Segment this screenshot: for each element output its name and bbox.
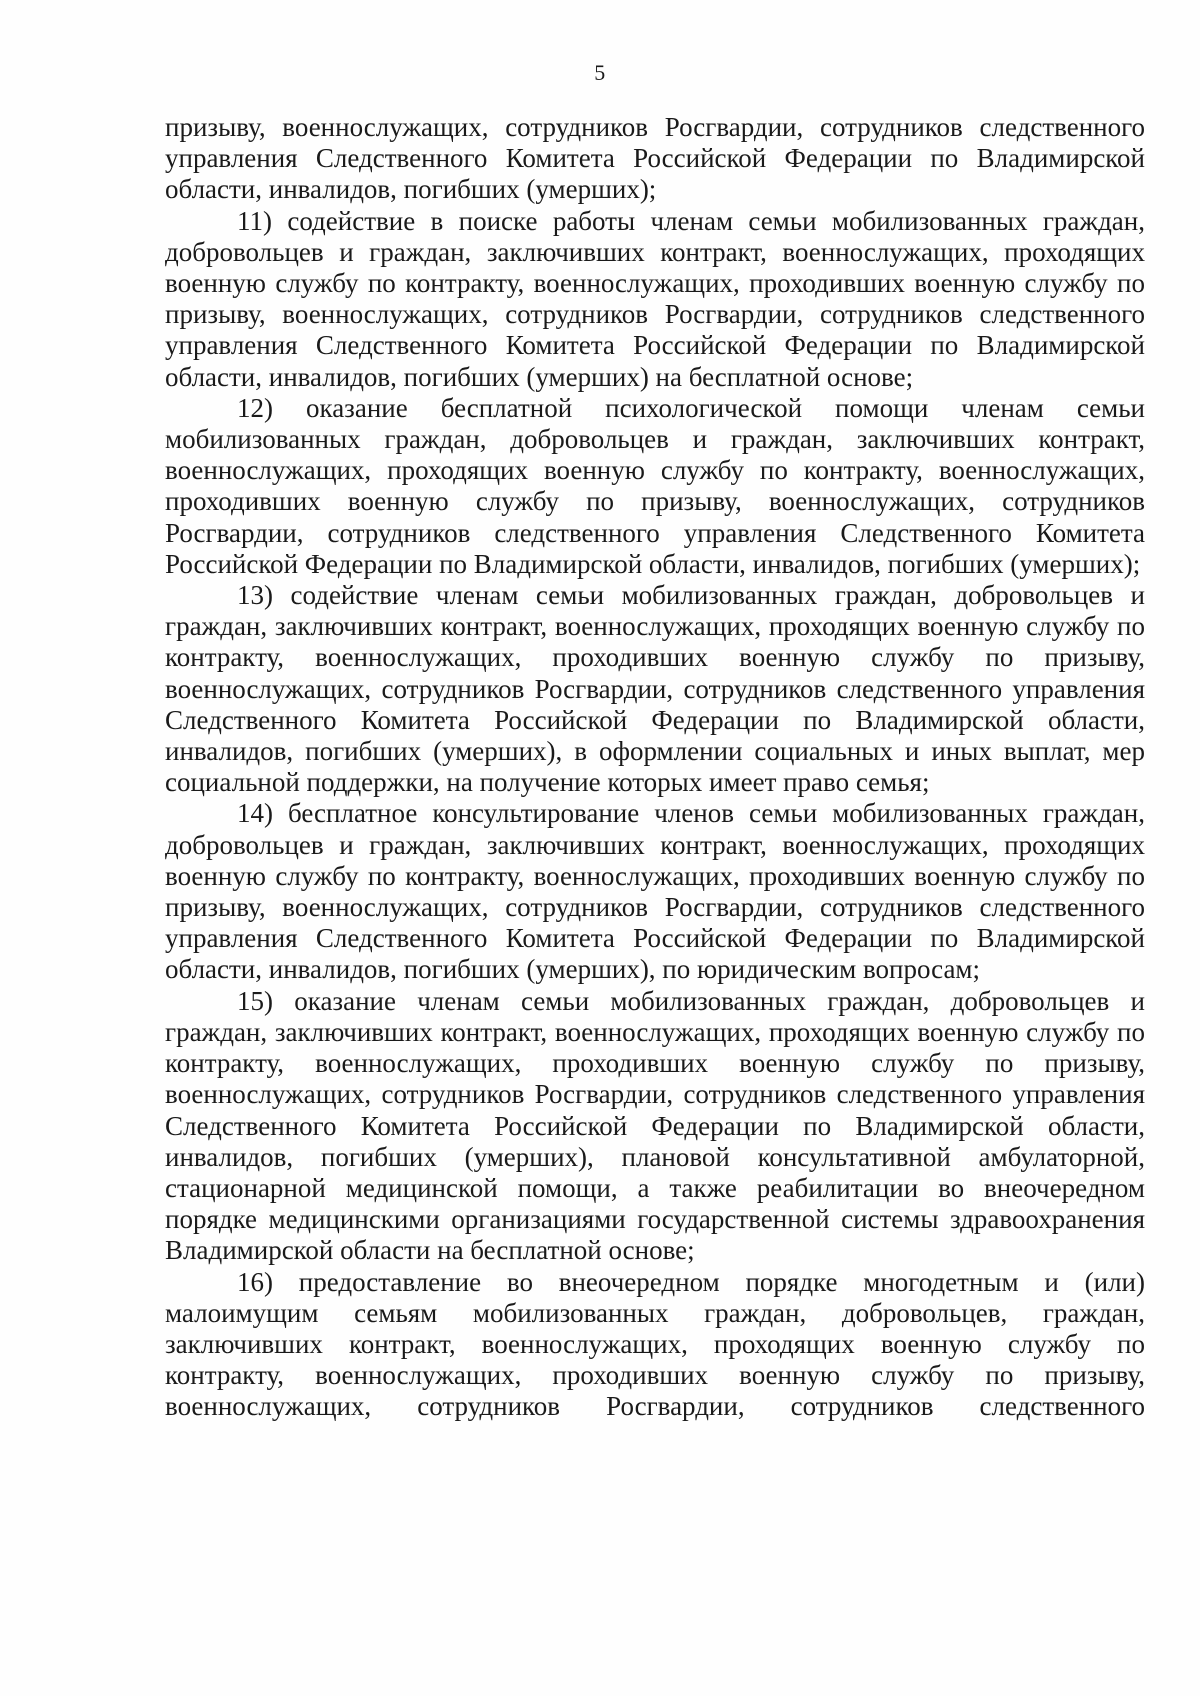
paragraph-item-13: 13) содействие членам семьи мобилизованных граждан, добровольцев и граждан, заключивших контракт, военнослужащих, проходящих военную службу по контракту, военнослужащих, проходивших военную службу по призыву, военнослужащих, сотрудников Росгвардии, сотрудников следственного управления Следственного Комитета Российской Федерации по Владимирской области, инвалидов, погибших (умерших), в оформлении социальных и иных выплат, мер социальной поддержки, на получение которых имеет право семья; — [165, 580, 1145, 798]
page-number: 5 — [594, 60, 606, 85]
paragraph-item-16: 16) предоставление во внеочередном порядке многодетным и (или) малоимущим семьям мобилизованных граждан, добровольцев, граждан, заключивших контракт, военнослужащих, проходящих военную службу по контракту, военнослужащих, проходивших военную службу по призыву, военнослужащих, сотрудников Росгвардии, сотрудников следственного — [165, 1266, 1145, 1422]
paragraph-item-15: 15) оказание членам семьи мобилизованных граждан, добровольцев и граждан, заключивших контракт, военнослужащих, проходящих военную службу по контракту, военнослужащих, проходивших военную службу по призыву, военнослужащих, сотрудников Росгвардии, сотрудников следственного управления Следственного Комитета Российской Федерации по Владимирской области, инвалидов, погибших (умерших), плановой консультативной амбулаторной, стационарной медицинской помощи, а также реабилитации во внеочередном порядке медицинскими организациями государственной системы здравоохранения Владимирской области на бесплатной основе; — [165, 985, 1145, 1266]
paragraph-item-14: 14) бесплатное консультирование членов семьи мобилизованных граждан, добровольцев и граждан, заключивших контракт, военнослужащих, проходящих военную службу по контракту, военнослужащих, проходивших военную службу по призыву, военнослужащих, сотрудников Росгвардии, сотрудников следственного управления Следственного Комитета Российской Федерации по Владимирской области, инвалидов, погибших (умерших), по юридическим вопросам; — [165, 798, 1145, 985]
paragraph-continuation: призыву, военнослужащих, сотрудников Росгвардии, сотрудников следственного управления Следственного Комитета Российской Федерации по Владимирской области, инвалидов, погибших (умерших); — [165, 112, 1145, 205]
paragraph-item-12: 12) оказание бесплатной психологической помощи членам семьи мобилизованных граждан, добровольцев и граждан, заключивших контракт, военнослужащих, проходящих военную службу по контракту, военнослужащих, проходивших военную службу по призыву, военнослужащих, сотрудников Росгвардии, сотрудников следственного управления Следственного Комитета Российской Федерации по Владимирской области, инвалидов, погибших (умерших); — [165, 392, 1145, 579]
document-body — [165, 112, 1145, 1423]
paragraph-item-11: 11) содействие в поиске работы членам семьи мобилизованных граждан, добровольцев и граждан, заключивших контракт, военнослужащих, проходящих военную службу по контракту, военнослужащих, проходивших военную службу по призыву, военнослужащих, сотрудников Росгвардии, сотрудников следственного управления Следственного Комитета Российской Федерации по Владимирской области, инвалидов, погибших (умерших) на бесплатной основе; — [165, 205, 1145, 392]
